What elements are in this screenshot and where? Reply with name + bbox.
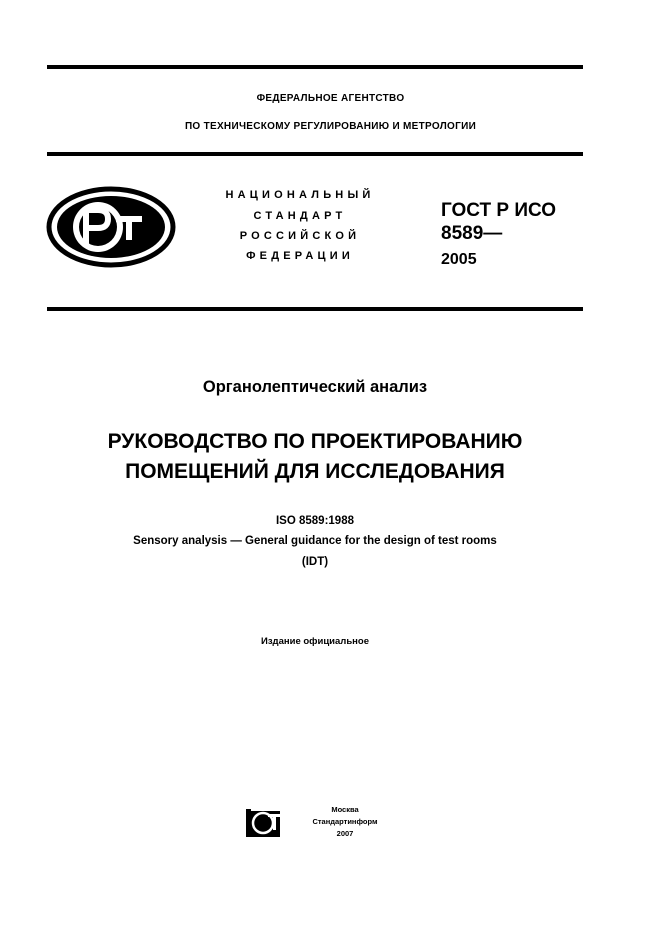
header-bottom-rule [47,307,583,311]
iso-english-title: Sensory analysis — General guidance for the design of test rooms [133,535,497,547]
standard-designation-line-1: ГОСТ Р ИСО [441,200,557,221]
header-rule [47,152,583,156]
publisher-name: Стандартинформ [312,817,378,826]
rst-certification-mark-icon [46,186,176,268]
national-standard-line-4: ФЕДЕРАЦИИ [246,250,354,262]
iso-identity: (IDT) [301,556,329,568]
publication-year: 2007 [336,829,354,838]
agency-line-2: ПО ТЕХНИЧЕСКОМУ РЕГУЛИРОВАНИЮ И МЕТРОЛОГИИ [184,121,477,132]
national-standard-line-3: РОССИЙСКОЙ [239,230,361,242]
iso-number: ISO 8589:1988 [275,515,354,527]
standartinform-logo-icon [246,805,286,839]
standard-designation-line-2: 8589— [441,223,503,244]
document-title-line-1: РУКОВОДСТВО ПО ПРОЕКТИРОВАНИЮ [107,430,523,453]
standard-designation-year: 2005 [441,251,477,268]
edition-note: Издание официальное [261,636,369,647]
document-subtitle: Органолептический анализ [202,378,428,396]
agency-line-1: ФЕДЕРАЛЬНОЕ АГЕНТСТВО [256,93,405,104]
national-standard-line-2: СТАНДАРТ [253,210,347,222]
document-title-line-2: ПОМЕЩЕНИЙ ДЛЯ ИССЛЕДОВАНИЯ [125,460,505,483]
top-rule [47,65,583,69]
publisher-city: Москва [331,805,359,814]
national-standard-line-1: НАЦИОНАЛЬНЫЙ [225,189,375,201]
